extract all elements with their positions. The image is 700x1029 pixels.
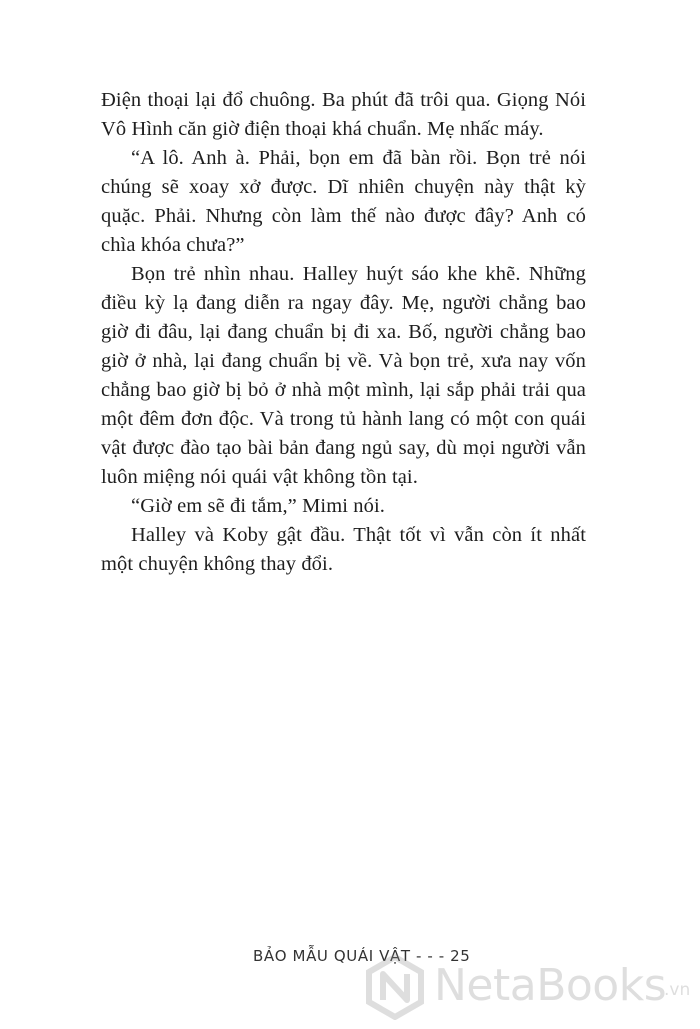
watermark-brand: NetaBooks (434, 960, 667, 1011)
watermark-suffix: .vn (664, 980, 691, 1000)
watermark (362, 952, 692, 1022)
body-text (101, 86, 586, 579)
page-number: 25 (450, 947, 471, 965)
paragraph: Halley và Koby gật đầu. Thật tốt vì vẫn còn ít nhất một chuyện không thay đổi. (101, 524, 586, 575)
paragraph: “A lô. Anh à. Phải, bọn em đã bàn rồi. Bọn trẻ nói chúng sẽ xoay xở được. Dĩ nhiên chuyện này thật kỳ quặc. Phải. Nhưng còn làm thế nào được đây? Anh có chìa khóa chưa?” (101, 147, 586, 256)
footer-separator: - - - (410, 947, 451, 965)
paragraph: Điện thoại lại đổ chuông. Ba phút đã trôi qua. Giọng Nói Vô Hình căn giờ điện thoại khá chuẩn. Mẹ nhấc máy. (101, 89, 586, 140)
running-title: BẢO MẪU QUÁI VẬT (253, 947, 411, 965)
paragraph: “Giờ em sẽ đi tắm,” Mimi nói. (131, 495, 386, 517)
netabooks-logo-icon (362, 954, 428, 1020)
paragraph: Bọn trẻ nhìn nhau. Halley huýt sáo khe khẽ. Những điều kỳ lạ đang diễn ra ngay đây. Mẹ, người chẳng bao giờ đi đâu, lại đang chuẩn bị đi xa. Bố, người chẳng bao giờ ở nhà, lại đang chuẩn bị về. Và bọn trẻ, xưa nay vốn chẳng bao giờ bị bỏ ở nhà một mình, lại sắp phải trải qua một đêm đơn độc. Và trong tủ hành lang có một con quái vật được đào tạo bài bản đang ngủ say, dù mọi người vẫn luôn miệng nói quái vật không tồn tại. (101, 263, 586, 488)
